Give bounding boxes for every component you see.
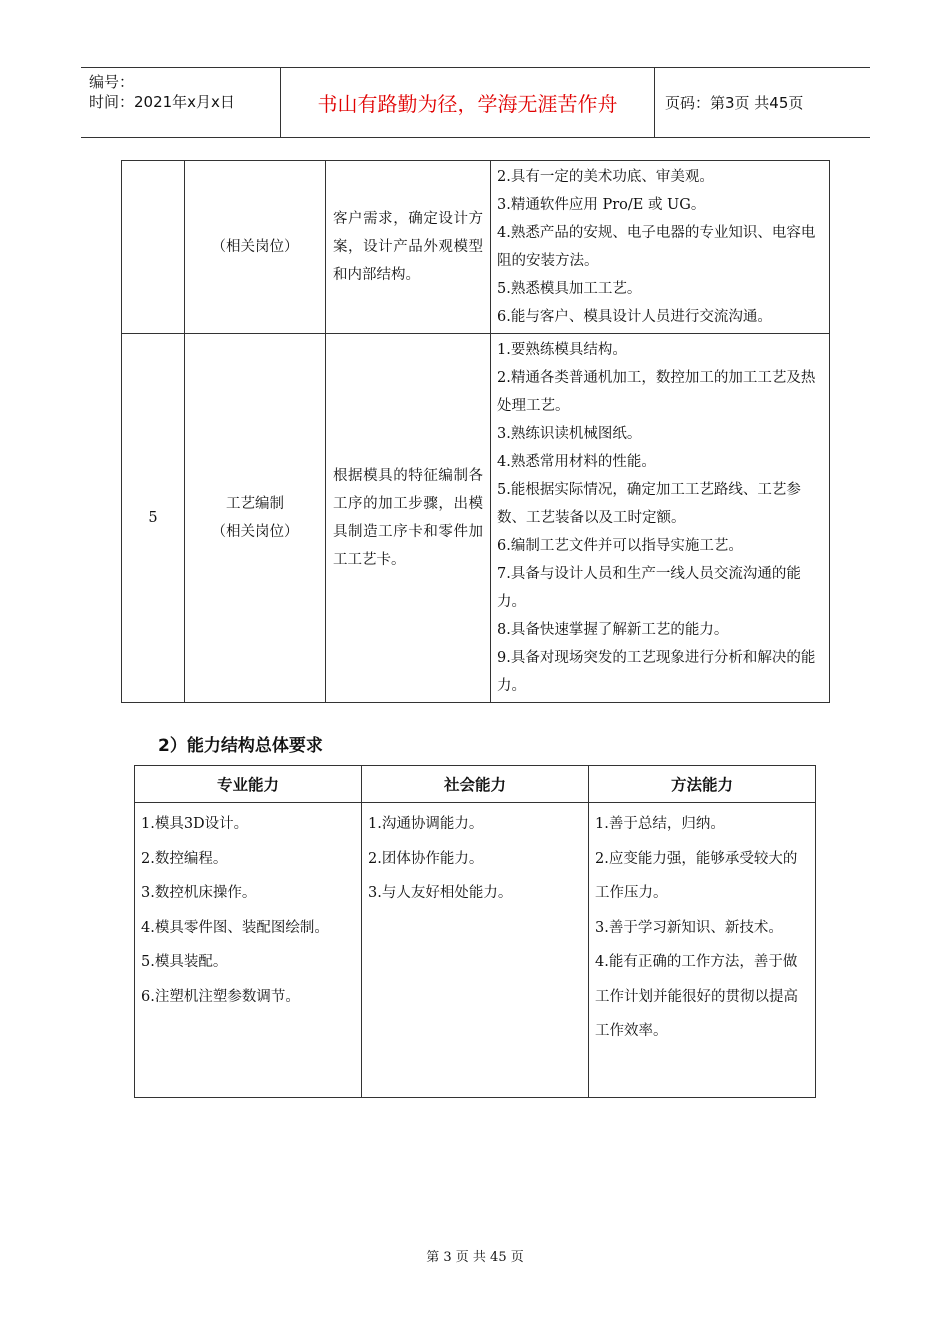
- requirement-item: 6.能与客户、模具设计人员进行交流沟通。: [497, 309, 772, 325]
- list-item: 1.善于总结，归纳。: [595, 816, 725, 832]
- method-abilities-cell: [589, 803, 816, 1098]
- table-row: [135, 803, 816, 1098]
- social-abilities-cell: [362, 803, 589, 1098]
- time-label: 时间：2021年x月x日: [89, 93, 235, 111]
- requirement-item: 9.具备对现场突发的工艺现象进行分析和解决的能力。: [497, 650, 816, 694]
- professional-abilities-cell: [135, 803, 362, 1098]
- column-header: 方法能力: [589, 766, 816, 803]
- requirement-item: 7.具备与设计人员和生产一线人员交流沟通的能力。: [497, 566, 801, 610]
- page-footer: 第 3 页 共 45 页: [426, 1250, 524, 1265]
- ability-structure-table: [134, 765, 816, 1098]
- list-item: 6.注塑机注塑参数调节。: [141, 988, 300, 1005]
- list-item: 4.模具零件图、装配图绘制。: [141, 919, 329, 936]
- section-title: 2）能力结构总体要求: [158, 736, 323, 756]
- task-cell: 根据模具的特征编制各工序的加工步骤，出模具制造工序卡和零件加工工艺卡。: [326, 334, 491, 703]
- list-item: 2.团体协作能力。: [368, 850, 484, 867]
- requirement-item: 5.熟悉模具加工工艺。: [497, 281, 642, 297]
- requirement-item: 1.要熟练模具结构。: [497, 342, 627, 358]
- table-row: [122, 161, 830, 334]
- requirement-item: 6.编制工艺文件并可以指导实施工艺。: [497, 538, 743, 554]
- requirements-cell: [491, 161, 830, 334]
- row-number: 5: [122, 334, 185, 703]
- list-item: 1.模具3D设计。: [141, 816, 249, 832]
- requirement-item: 3.精通软件应用 Pro/E 或 UG。: [497, 197, 706, 213]
- table-header-row: [135, 766, 816, 803]
- position-cell: [185, 161, 326, 334]
- requirement-item: 4.熟悉产品的安规、电子电器的专业知识、电容电阻的安装方法。: [497, 225, 816, 269]
- row-number: [122, 161, 185, 334]
- position-cell: [185, 334, 326, 703]
- task-cell: 客户需求，确定设计方案，设计产品外观模型和内部结构。: [326, 161, 491, 334]
- list-item: 2.应变能力强，能够承受较大的工作压力。: [595, 850, 798, 901]
- list-item: 3.与人友好相处能力。: [368, 885, 513, 901]
- list-item: 4.能有正确的工作方法，善于做工作计划并能很好的贯彻以提高工作效率。: [595, 954, 798, 1039]
- position-sublabel: （相关岗位）: [211, 524, 299, 540]
- requirement-item: 5.能根据实际情况，确定加工工艺路线、工艺参数、工艺装备以及工时定额。: [497, 482, 801, 526]
- column-header: 社会能力: [362, 766, 589, 803]
- job-requirements-table: [121, 160, 830, 703]
- requirement-item: 2.具有一定的美术功底、审美观。: [497, 169, 714, 185]
- position-label: 工艺编制: [226, 496, 284, 512]
- header-meta: [81, 68, 281, 137]
- list-item: 3.数控机床操作。: [141, 885, 257, 901]
- list-item: 5.模具装配。: [141, 954, 228, 970]
- list-item: 1.沟通协调能力。: [368, 816, 484, 832]
- position-label: （相关岗位）: [211, 239, 299, 255]
- requirements-cell: [491, 334, 830, 703]
- table-row: [122, 334, 830, 703]
- page-info: 页码：第3页 共45页: [665, 94, 804, 112]
- list-item: 2.数控编程。: [141, 850, 228, 867]
- page-header: [81, 67, 870, 138]
- motto: 书山有路勤为径，学海无涯苦作舟: [281, 68, 655, 137]
- list-item: 3.善于学习新知识、新技术。: [595, 919, 783, 936]
- requirement-item: 4.熟悉常用材料的性能。: [497, 454, 656, 470]
- number-label: 编号：: [89, 73, 135, 91]
- requirement-item: 2.精通各类普通机加工，数控加工的加工工艺及热处理工艺。: [497, 370, 816, 414]
- requirement-item: 8.具备快速掌握了解新工艺的能力。: [497, 622, 729, 638]
- requirement-item: 3.熟练识读机械图纸。: [497, 426, 642, 442]
- column-header: 专业能力: [135, 766, 362, 803]
